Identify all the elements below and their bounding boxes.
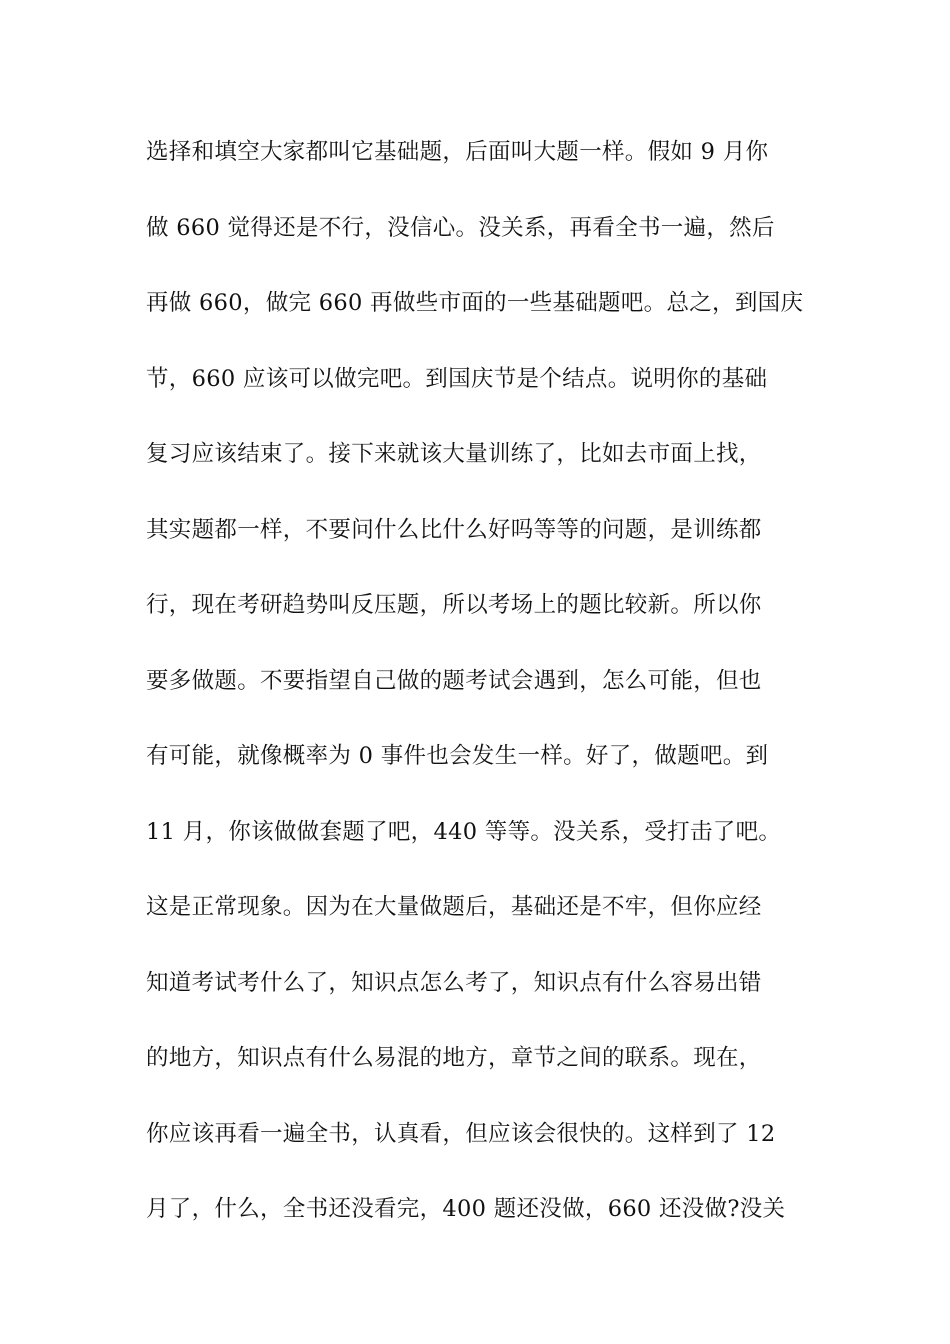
text-line: 月了，什么，全书还没看完，400 题还没做，660 还没做?没关 — [146, 1196, 786, 1222]
text-line: 11 月，你该做做套题了吧，440 等等。没关系，受打击了吧。 — [146, 818, 782, 845]
text-line: 节，660 应该可以做完吧。到国庆节是个结点。说明你的基础 — [146, 365, 768, 392]
text-line: 复习应该结束了。接下来就该大量训练了，比如去市面上找， — [146, 441, 762, 467]
body-text — [146, 128, 811, 1261]
text-line: 这是正常现象。因为在大量做题后，基础还是不牢，但你应经 — [146, 894, 762, 920]
text-line: 其实题都一样，不要问什么比什么好吗等等的问题，是训练都 — [146, 516, 762, 543]
text-line: 做 660 觉得还是不行，没信心。没关系，再看全书一遍，然后 — [146, 214, 775, 241]
text-line: 选择和填空大家都叫它基础题，后面叫大题一样。假如 9 月你 — [146, 139, 769, 165]
text-line: 行，现在考研趋势叫反压题，所以考场上的题比较新。所以你 — [146, 592, 762, 618]
text-line: 你应该再看一遍全书，认真看，但应该会很快的。这样到了 12 — [146, 1120, 776, 1147]
text-line: 知道考试考什么了，知识点怎么考了，知识点有什么容易出错 — [146, 969, 762, 996]
text-line: 有可能，就像概率为 0 事件也会发生一样。好了，做题吧。到 — [146, 743, 769, 769]
text-line: 再做 660，做完 660 再做些市面的一些基础题吧。总之，到国庆 — [146, 290, 804, 316]
text-line: 要多做题。不要指望自己做的题考试会遇到，怎么可能，但也 — [146, 667, 762, 694]
text-line: 的地方，知识点有什么易混的地方，章节之间的联系。现在， — [146, 1045, 762, 1071]
